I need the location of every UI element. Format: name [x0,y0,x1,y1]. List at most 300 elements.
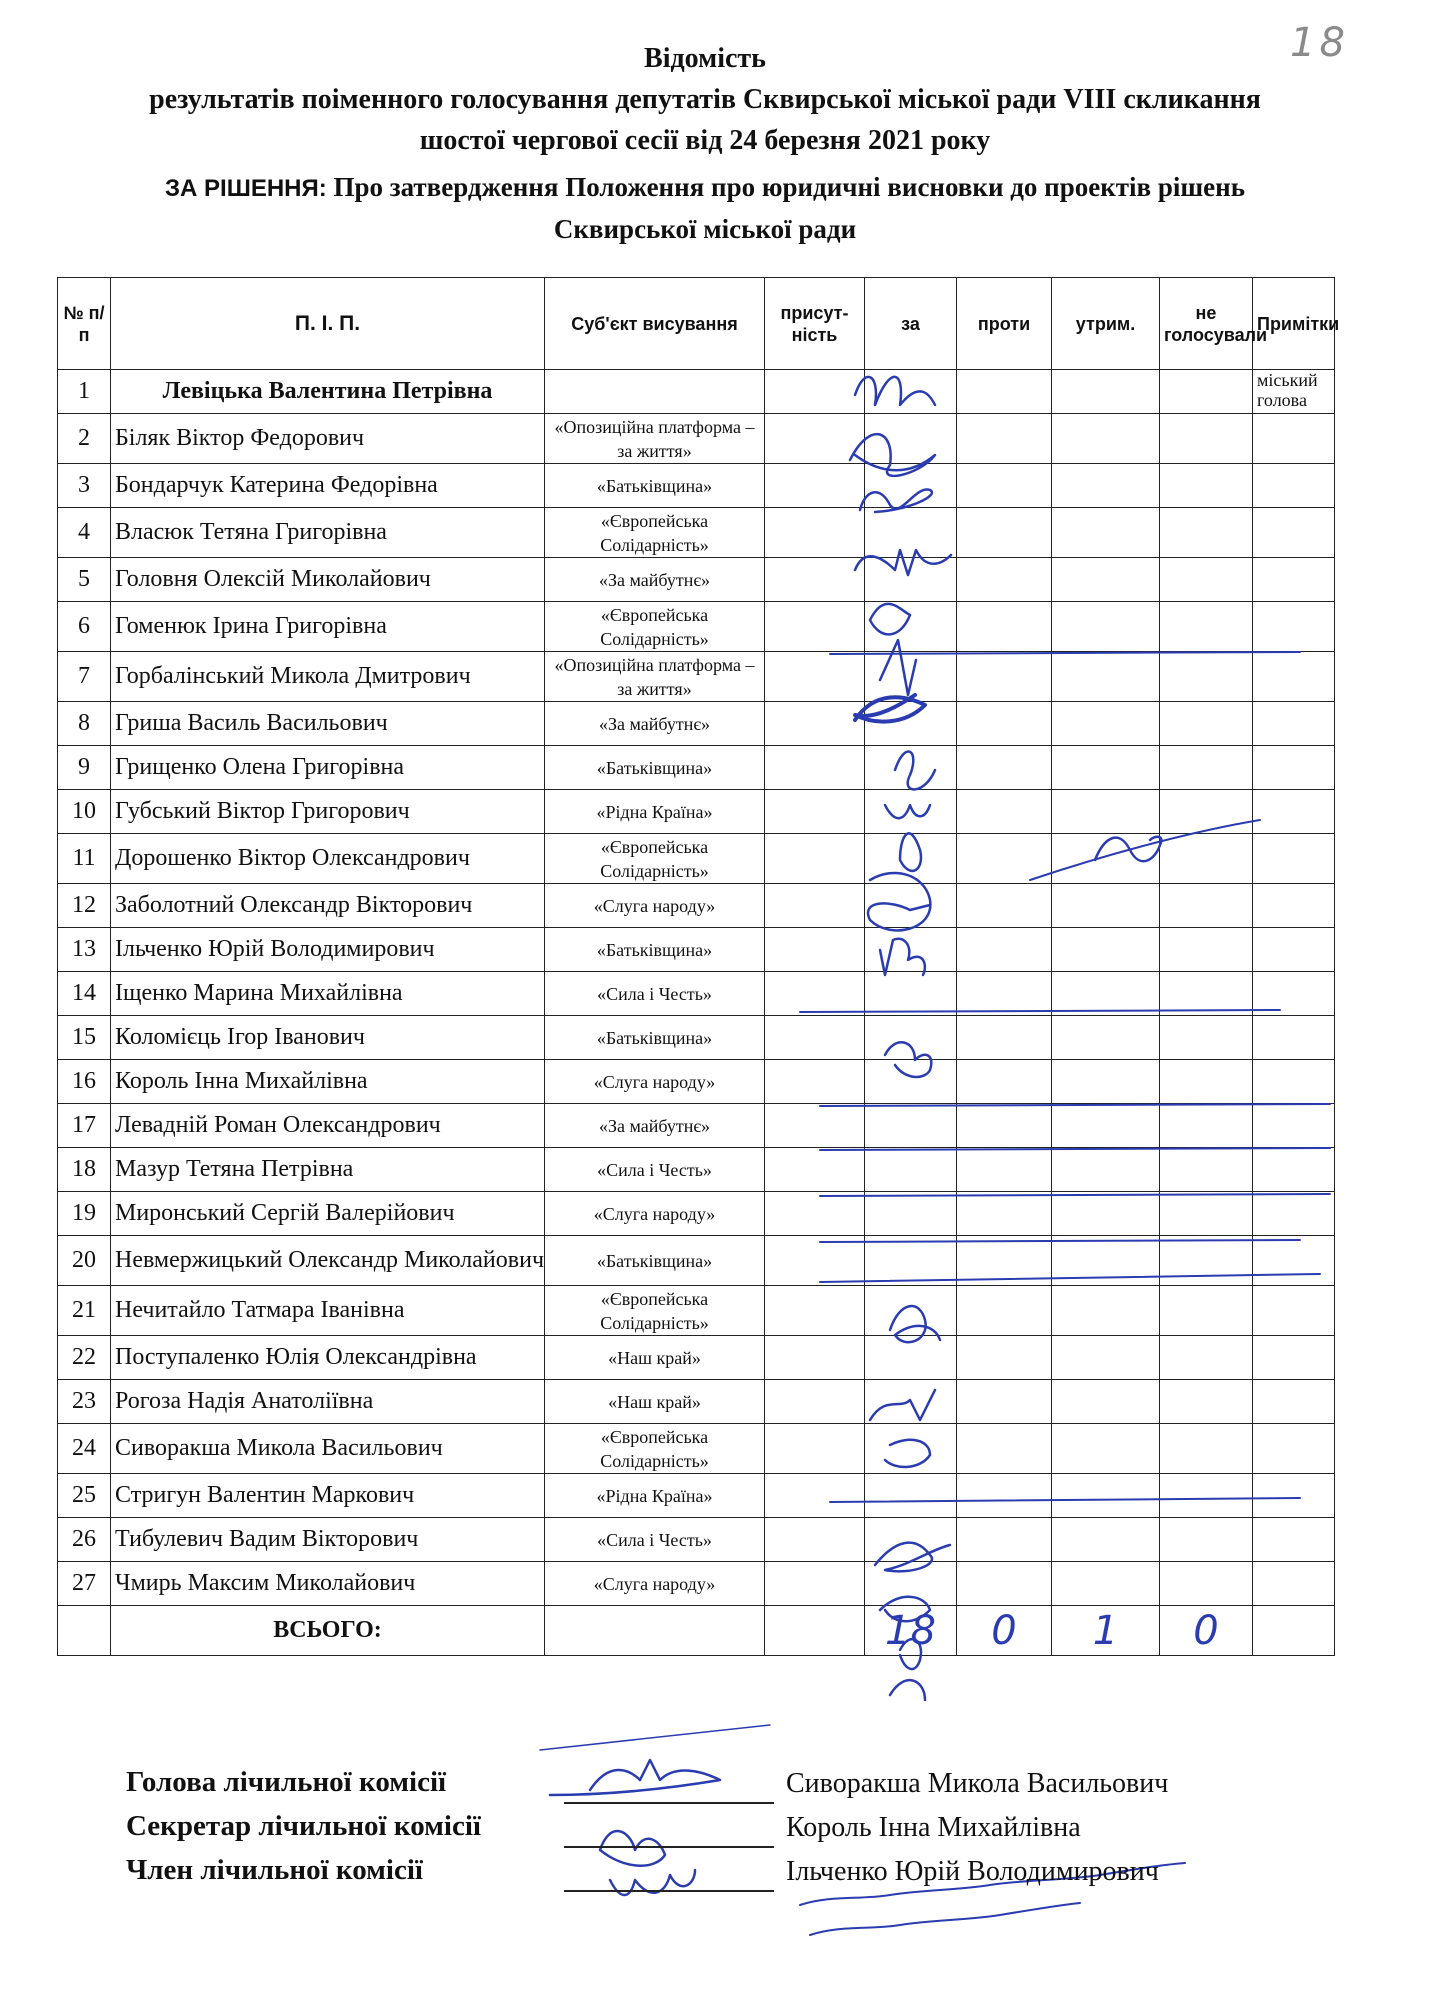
vote-against-cell [957,1518,1052,1562]
vote-against-cell [957,602,1052,652]
row-number: 21 [58,1286,111,1336]
table-row [58,746,1335,790]
deputy-name: Заболотний Олександр Вікторович [111,884,545,928]
presence-cell [765,558,865,602]
presence-cell [765,702,865,746]
col-header-abstain: утрим. [1052,278,1160,370]
table-row [58,602,1335,652]
vote-abstain-cell [1052,790,1160,834]
deputy-name: Король Інна Михайлівна [111,1060,545,1104]
deputy-name: Тибулевич Вадим Вікторович [111,1518,545,1562]
col-header-name: П. І. П. [111,278,545,370]
row-number: 9 [58,746,111,790]
vote-abstain-cell [1052,1562,1160,1606]
not-voted-cell [1160,1518,1253,1562]
presence-cell [765,746,865,790]
vote-against-cell [957,508,1052,558]
vote-abstain-cell [1052,370,1160,414]
nominating-party: «Слуга народу» [545,1192,765,1236]
row-number: 2 [58,414,111,464]
counting-commission [118,1762,1418,1894]
document-header [40,38,1370,250]
vote-for-cell [865,1104,957,1148]
note-cell [1253,1148,1335,1192]
presence-cell [765,884,865,928]
vote-for-cell [865,1060,957,1104]
vote-for-cell [865,1474,957,1518]
table-row [58,1562,1335,1606]
deputy-name: Власюк Тетяна Григорівна [111,508,545,558]
vote-for-cell [865,702,957,746]
table-row [58,1380,1335,1424]
note-cell [1253,1060,1335,1104]
row-number: 4 [58,508,111,558]
nominating-party: «Сила і Честь» [545,1148,765,1192]
presence-cell [765,1192,865,1236]
presence-cell [765,972,865,1016]
vote-abstain-cell [1052,1104,1160,1148]
vote-against-cell [957,1016,1052,1060]
nominating-party: «Сила і Честь» [545,972,765,1016]
not-voted-cell [1160,370,1253,414]
vote-abstain-cell [1052,1518,1160,1562]
deputy-name: Гоменюк Ірина Григорівна [111,602,545,652]
table-row [58,558,1335,602]
col-header-party: Суб'єкт висування [545,278,765,370]
nominating-party: «Рідна Країна» [545,790,765,834]
vote-abstain-cell [1052,602,1160,652]
vote-for-cell [865,834,957,884]
vote-against-cell [957,464,1052,508]
vote-against-cell [957,1236,1052,1286]
vote-for-cell [865,1016,957,1060]
table-row [58,414,1335,464]
signature-row-27 [890,1680,925,1700]
not-voted-cell [1160,1286,1253,1336]
vote-abstain-cell [1052,834,1160,884]
not-voted-cell [1160,1148,1253,1192]
row-number: 27 [58,1562,111,1606]
not-voted-cell [1160,1424,1253,1474]
row-number: 24 [58,1424,111,1474]
table-row [58,508,1335,558]
nominating-party: «Батьківщина» [545,928,765,972]
name-secretary: Король Інна Михайлівна [786,1812,1081,1843]
not-voted-cell [1160,558,1253,602]
note-cell [1253,1336,1335,1380]
note-cell [1253,834,1335,884]
not-voted-cell [1160,508,1253,558]
nominating-party: «За майбутнє» [545,1104,765,1148]
vote-against-cell [957,1474,1052,1518]
not-voted-cell [1160,1336,1253,1380]
nominating-party: «Батьківщина» [545,1016,765,1060]
row-number: 17 [58,1104,111,1148]
handwritten-page-number: 18 [1290,20,1349,66]
vote-against-cell [957,1286,1052,1336]
table-row [58,1192,1335,1236]
col-header-number: № п/п [58,278,111,370]
not-voted-cell [1160,652,1253,702]
vote-abstain-cell [1052,1192,1160,1236]
vote-for-cell [865,1424,957,1474]
row-number: 6 [58,602,111,652]
not-voted-cell [1160,1236,1253,1286]
vote-for-cell [865,602,957,652]
commission-row-secretary [118,1806,1418,1850]
table-row [58,1424,1335,1474]
nominating-party: «Батьківщина» [545,1236,765,1286]
presence-cell [765,1474,865,1518]
note-cell [1253,602,1335,652]
not-voted-cell [1160,1380,1253,1424]
nominating-party: «Слуга народу» [545,1562,765,1606]
vote-for-cell [865,508,957,558]
note-cell [1253,1286,1335,1336]
vote-against-cell [957,1148,1052,1192]
deputy-name: Бондарчук Катерина Федорівна [111,464,545,508]
vote-against-cell [957,1380,1052,1424]
presence-cell [765,1424,865,1474]
decision-heading [40,167,1370,250]
not-voted-cell [1160,746,1253,790]
row-number: 22 [58,1336,111,1380]
not-voted-cell [1160,834,1253,884]
not-voted-cell [1160,1016,1253,1060]
table-row [58,702,1335,746]
name-member: Ільченко Юрій Володимирович [786,1856,1159,1887]
not-voted-cell [1160,1562,1253,1606]
note-cell [1253,1192,1335,1236]
nominating-party: «Європейська Солідарність» [545,1286,765,1336]
deputy-name: Левадній Роман Олександрович [111,1104,545,1148]
vote-against-cell [957,790,1052,834]
note-cell [1253,1518,1335,1562]
note-cell [1253,746,1335,790]
vote-for-cell [865,1148,957,1192]
vote-against-cell [957,414,1052,464]
note-cell [1253,1380,1335,1424]
deputy-name: Ільченко Юрій Володимирович [111,928,545,972]
table-row [58,834,1335,884]
note-cell [1253,464,1335,508]
row-number: 5 [58,558,111,602]
row-number: 23 [58,1380,111,1424]
table-row [58,1060,1335,1104]
deputy-name: Губський Віктор Григорович [111,790,545,834]
totals-row [58,1606,1335,1656]
not-voted-cell [1160,790,1253,834]
vote-abstain-cell [1052,1424,1160,1474]
signature-line [564,1846,774,1848]
row-number: 26 [58,1518,111,1562]
note-cell [1253,1424,1335,1474]
vote-abstain-cell [1052,1336,1160,1380]
nominating-party: «За майбутнє» [545,702,765,746]
vote-against-cell [957,558,1052,602]
table-row [58,928,1335,972]
role-chair: Голова лічильної комісії [126,1766,447,1798]
decision-label: ЗА РІШЕННЯ: [164,175,327,202]
nominating-party: «Європейська Солідарність» [545,1424,765,1474]
presence-cell [765,1016,865,1060]
nominating-party: «Європейська Солідарність» [545,508,765,558]
vote-for-cell [865,1380,957,1424]
not-voted-cell [1160,464,1253,508]
nominating-party: «Сила і Честь» [545,1518,765,1562]
vote-for-cell [865,558,957,602]
vote-abstain-cell [1052,746,1160,790]
vote-for-cell [865,464,957,508]
deputy-name: Грищенко Олена Григорівна [111,746,545,790]
totals-spacer [58,1606,111,1656]
totals-label: ВСЬОГО: [111,1606,545,1656]
nominating-party: «Опозиційна платформа – за життя» [545,652,765,702]
col-header-for: за [865,278,957,370]
vote-abstain-cell [1052,1016,1160,1060]
col-header-not-voted: не голосували [1160,278,1253,370]
row-number: 18 [58,1148,111,1192]
presence-cell [765,790,865,834]
note-cell [1253,508,1335,558]
table-row [58,884,1335,928]
cross-line-totals [540,1725,770,1750]
row-number: 19 [58,1192,111,1236]
vote-abstain-cell [1052,414,1160,464]
vote-abstain-cell [1052,1286,1160,1336]
note-cell [1253,1016,1335,1060]
vote-for-cell [865,414,957,464]
signature-line [564,1890,774,1892]
col-header-against: проти [957,278,1052,370]
deputy-name: Мазур Тетяна Петрівна [111,1148,545,1192]
deputy-name: Чмирь Максим Миколайович [111,1562,545,1606]
col-header-presence: присут-ність [765,278,865,370]
vote-against-cell [957,928,1052,972]
totals-presence-cell [765,1606,865,1656]
vote-abstain-cell [1052,702,1160,746]
presence-cell [765,602,865,652]
deputy-name: Іщенко Марина Михайлівна [111,972,545,1016]
row-number: 8 [58,702,111,746]
vote-for-cell [865,652,957,702]
note-cell [1253,1104,1335,1148]
vote-abstain-cell [1052,1380,1160,1424]
vote-against-cell [957,1424,1052,1474]
commission-row-chair [118,1762,1418,1806]
vote-for-cell [865,1336,957,1380]
table-row [58,1336,1335,1380]
nominating-party: «Батьківщина» [545,746,765,790]
deputy-name: Невмержицький Олександр Миколайович [111,1236,545,1286]
nominating-party [545,370,765,414]
row-number: 20 [58,1236,111,1286]
vote-for-cell [865,370,957,414]
vote-for-cell [865,1192,957,1236]
presence-cell [765,508,865,558]
table-row [58,1474,1335,1518]
presence-cell [765,414,865,464]
nominating-party: «За майбутнє» [545,558,765,602]
vote-against-cell [957,370,1052,414]
table-header-row [58,278,1335,370]
deputy-name: Поступаленко Юлія Олександрівна [111,1336,545,1380]
table-row [58,1148,1335,1192]
totals-note-cell [1253,1606,1335,1656]
vote-for-cell [865,1562,957,1606]
not-voted-cell [1160,1104,1253,1148]
nominating-party: «Наш край» [545,1380,765,1424]
voting-table [57,277,1340,1656]
total-abstain: 1 [1052,1606,1160,1656]
table-row [58,790,1335,834]
vote-for-cell [865,790,957,834]
row-number: 14 [58,972,111,1016]
vote-for-cell [865,1286,957,1336]
total-for: 18 [865,1606,957,1656]
presence-cell [765,1336,865,1380]
not-voted-cell [1160,928,1253,972]
nominating-party: «Європейська Солідарність» [545,602,765,652]
deputy-name: Сиворакша Микола Васильович [111,1424,545,1474]
presence-cell [765,1104,865,1148]
role-secretary: Секретар лічильної комісії [126,1810,481,1842]
vote-abstain-cell [1052,652,1160,702]
vote-abstain-cell [1052,1474,1160,1518]
table-row [58,652,1335,702]
presence-cell [765,1518,865,1562]
vote-against-cell [957,1336,1052,1380]
table-row [58,464,1335,508]
note-cell [1253,884,1335,928]
signature-line [564,1802,774,1804]
table-row [58,1016,1335,1060]
row-number: 25 [58,1474,111,1518]
note-cell [1253,1562,1335,1606]
note-cell [1253,702,1335,746]
note-cell: міський голова [1253,370,1335,414]
vote-against-cell [957,702,1052,746]
col-header-notes: Примітки [1253,278,1335,370]
row-number: 1 [58,370,111,414]
presence-cell [765,834,865,884]
presence-cell [765,1148,865,1192]
totals-party-cell [545,1606,765,1656]
total-against: 0 [957,1606,1052,1656]
vote-against-cell [957,746,1052,790]
note-cell [1253,928,1335,972]
deputy-name: Біляк Віктор Федорович [111,414,545,464]
not-voted-cell [1160,884,1253,928]
note-cell [1253,1474,1335,1518]
presence-cell [765,652,865,702]
deputy-name: Гриша Василь Васильович [111,702,545,746]
row-number: 16 [58,1060,111,1104]
deputy-name: Дорошенко Віктор Олександрович [111,834,545,884]
vote-against-cell [957,1192,1052,1236]
note-cell [1253,414,1335,464]
table-body [58,370,1335,1606]
deputy-name: Горбалінський Микола Дмитрович [111,652,545,702]
nominating-party: «Батьківщина» [545,464,765,508]
deputy-name: Головня Олексій Миколайович [111,558,545,602]
table-row [58,1518,1335,1562]
presence-cell [765,1236,865,1286]
deputy-name: Стригун Валентин Маркович [111,1474,545,1518]
vote-abstain-cell [1052,884,1160,928]
vote-against-cell [957,1104,1052,1148]
vote-abstain-cell [1052,508,1160,558]
vote-for-cell [865,1236,957,1286]
vote-abstain-cell [1052,928,1160,972]
vote-for-cell [865,746,957,790]
table-row [58,370,1335,414]
not-voted-cell [1160,702,1253,746]
total-not-voted: 0 [1160,1606,1253,1656]
row-number: 7 [58,652,111,702]
handwritten-note-2 [810,1903,1080,1935]
vote-for-cell [865,972,957,1016]
not-voted-cell [1160,1474,1253,1518]
vote-abstain-cell [1052,1148,1160,1192]
nominating-party: «Європейська Солідарність» [545,834,765,884]
document-title: Відомість [644,43,766,74]
vote-against-cell [957,834,1052,884]
note-cell [1253,558,1335,602]
row-number: 12 [58,884,111,928]
row-number: 10 [58,790,111,834]
row-number: 13 [58,928,111,972]
row-number: 15 [58,1016,111,1060]
name-chair: Сиворакша Микола Васильович [786,1768,1169,1799]
deputy-name: Левіцька Валентина Петрівна [111,370,545,414]
decision-text-2: Сквирської міської ради [553,214,857,244]
table-row [58,1236,1335,1286]
vote-abstain-cell [1052,1236,1160,1286]
deputy-name: Коломієць Ігор Іванович [111,1016,545,1060]
row-number: 3 [58,464,111,508]
presence-cell [765,1286,865,1336]
deputy-name: Миронський Сергій Валерійович [111,1192,545,1236]
nominating-party: «Слуга народу» [545,1060,765,1104]
table-row [58,972,1335,1016]
vote-against-cell [957,1060,1052,1104]
presence-cell [765,464,865,508]
row-number: 11 [58,834,111,884]
deputy-name: Рогоза Надія Анатоліївна [111,1380,545,1424]
nominating-party: «Слуга народу» [545,884,765,928]
not-voted-cell [1160,414,1253,464]
vote-abstain-cell [1052,558,1160,602]
vote-against-cell [957,972,1052,1016]
not-voted-cell [1160,1060,1253,1104]
note-cell [1253,1236,1335,1286]
vote-for-cell [865,928,957,972]
nominating-party: «Опозиційна платформа – за життя» [545,414,765,464]
not-voted-cell [1160,972,1253,1016]
not-voted-cell [1160,602,1253,652]
vote-against-cell [957,884,1052,928]
nominating-party: «Рідна Країна» [545,1474,765,1518]
note-cell [1253,652,1335,702]
note-cell [1253,790,1335,834]
not-voted-cell [1160,1192,1253,1236]
document-subtitle-line-1: результатів поіменного голосування депутатів Сквирської міської ради VIII скликання [149,84,1261,115]
presence-cell [765,1380,865,1424]
vote-abstain-cell [1052,972,1160,1016]
document-subtitle-line-2: шостої чергової сесії від 24 березня 2021 року [419,125,991,156]
vote-abstain-cell [1052,1060,1160,1104]
